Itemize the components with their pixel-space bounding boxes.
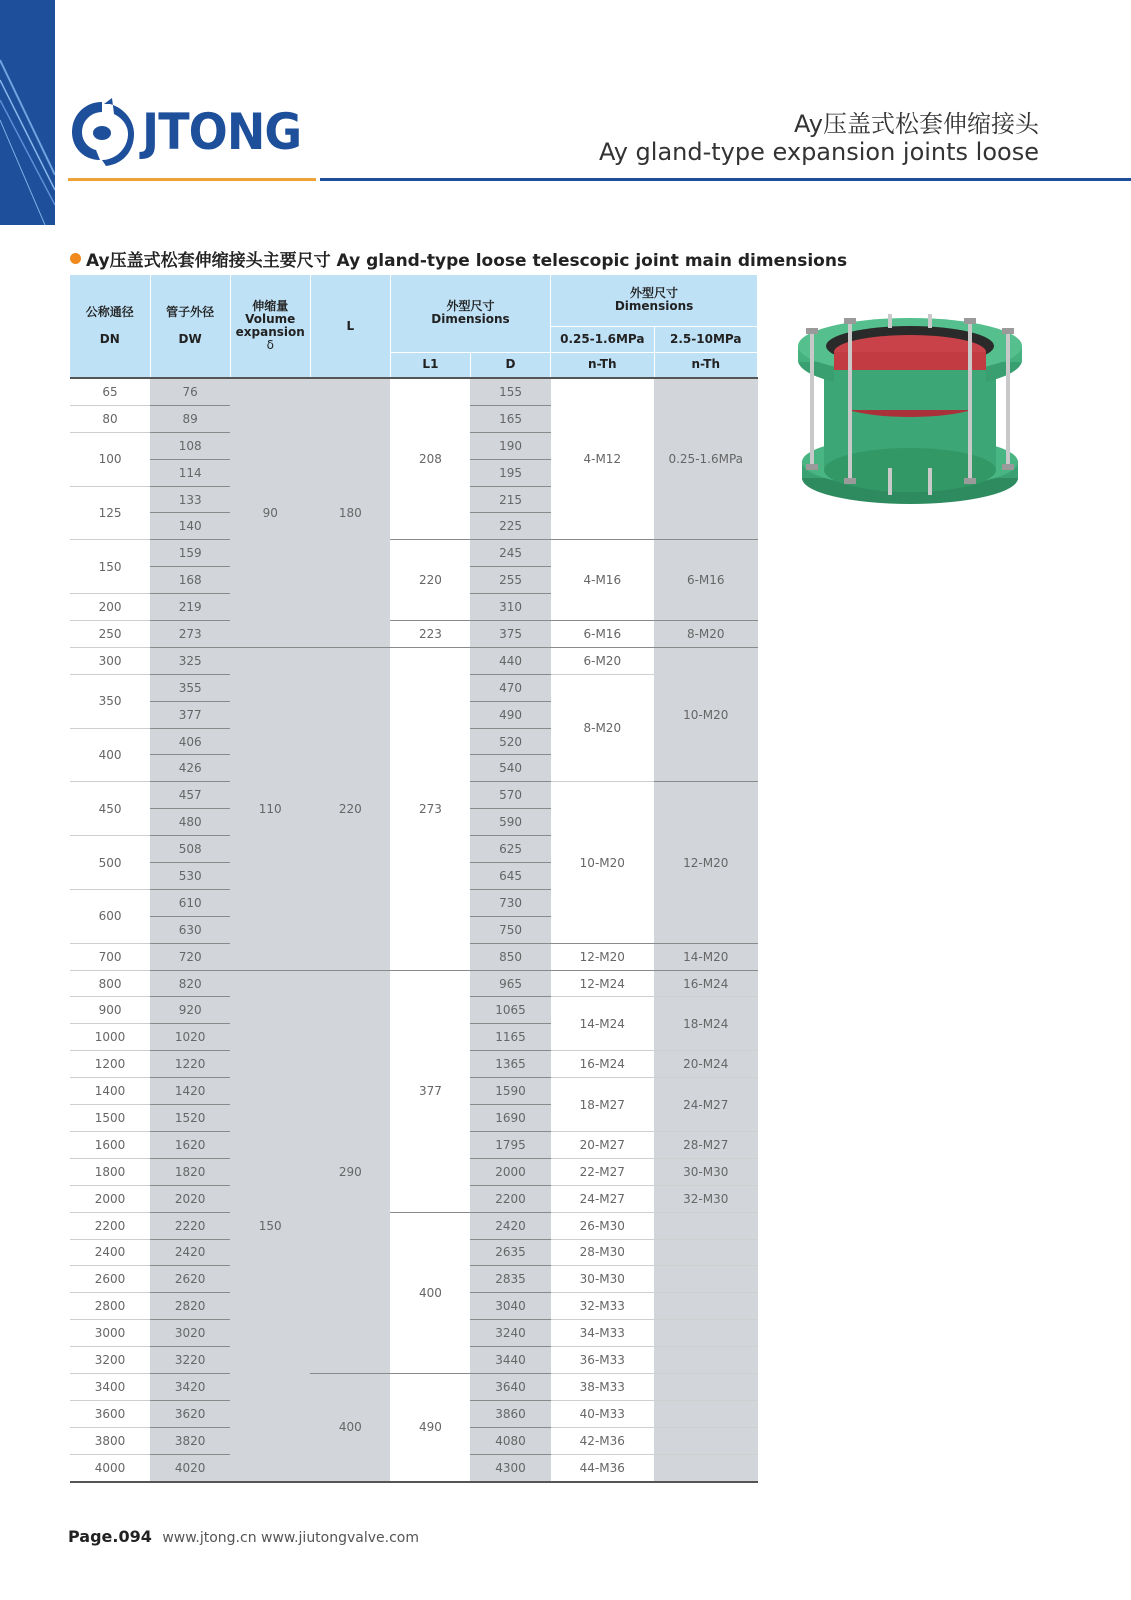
table-cell: 10-M20 <box>551 782 654 943</box>
table-cell: 625 <box>470 836 550 863</box>
table-cell: 590 <box>470 809 550 836</box>
table-cell: 24-M27 <box>654 1078 758 1132</box>
table-row <box>70 621 758 648</box>
table-cell: 3420 <box>150 1373 230 1400</box>
table-cell: 325 <box>150 647 230 674</box>
table-cell: 34-M33 <box>551 1320 654 1347</box>
table-row <box>70 1373 758 1400</box>
table-cell: 4300 <box>470 1454 550 1481</box>
table-cell: 440 <box>470 647 550 674</box>
table-cell: 920 <box>150 997 230 1024</box>
table-cell: 140 <box>150 513 230 540</box>
table-cell: 3440 <box>470 1347 550 1374</box>
table-cell: 3400 <box>70 1373 150 1400</box>
table-cell: 0.25-1.6MPa <box>654 378 758 540</box>
table-cell: 26-M30 <box>551 1212 654 1239</box>
table-cell: 730 <box>470 889 550 916</box>
table-cell: 457 <box>150 782 230 809</box>
table-cell: 76 <box>150 378 230 405</box>
table-cell: 4000 <box>70 1454 150 1481</box>
table-cell: 540 <box>470 755 550 782</box>
table-cell: 1200 <box>70 1051 150 1078</box>
table-cell: 1520 <box>150 1105 230 1132</box>
table-cell: 470 <box>470 674 550 701</box>
table-cell: 1065 <box>470 997 550 1024</box>
table-cell: 38-M33 <box>551 1373 654 1400</box>
table-cell: 2800 <box>70 1293 150 1320</box>
table-cell: 150 <box>230 970 310 1481</box>
table-cell: 8-M20 <box>551 674 654 782</box>
table-cell: 1690 <box>470 1105 550 1132</box>
table-cell: 36-M33 <box>551 1347 654 1374</box>
header-pressure-high: 2.5-10MPa <box>654 326 758 352</box>
table-cell: 2020 <box>150 1185 230 1212</box>
table-cell: 3800 <box>70 1427 150 1454</box>
table-cell: 1590 <box>470 1078 550 1105</box>
table-cell: 4080 <box>470 1427 550 1454</box>
table-cell: 2635 <box>470 1239 550 1266</box>
table-row <box>70 378 758 405</box>
table-cell: 4-M12 <box>551 378 654 540</box>
header-dimensions: 外型尺寸 Dimensions <box>390 275 550 352</box>
table-cell <box>654 1347 758 1374</box>
table-cell: 520 <box>470 728 550 755</box>
table-cell <box>654 1266 758 1293</box>
header-pressure-low: 0.25-1.6MPa <box>551 326 654 352</box>
table-cell: 508 <box>150 836 230 863</box>
table-cell: 400 <box>70 728 150 782</box>
table-cell: 355 <box>150 674 230 701</box>
table-cell: 310 <box>470 594 550 621</box>
table-cell: 2820 <box>150 1293 230 1320</box>
table-cell: 250 <box>70 621 150 648</box>
table-cell: 12-M20 <box>654 782 758 943</box>
table-cell: 165 <box>470 405 550 432</box>
table-cell: 490 <box>470 701 550 728</box>
table-cell: 16-M24 <box>654 970 758 997</box>
table-cell: 114 <box>150 459 230 486</box>
table-cell: 150 <box>70 540 150 594</box>
table-cell: 190 <box>470 432 550 459</box>
table-cell: 89 <box>150 405 230 432</box>
table-cell: 3820 <box>150 1427 230 1454</box>
table-cell: 3220 <box>150 1347 230 1374</box>
table-cell: 219 <box>150 594 230 621</box>
table-cell: 700 <box>70 943 150 970</box>
table-cell: 290 <box>310 970 390 1373</box>
table-cell <box>654 1454 758 1481</box>
table-row <box>70 1212 758 1239</box>
table-cell: 965 <box>470 970 550 997</box>
table-cell: 1600 <box>70 1131 150 1158</box>
header-dn: 公称通径 DN <box>70 275 150 378</box>
table-cell: 350 <box>70 674 150 728</box>
table-cell: 1420 <box>150 1078 230 1105</box>
table-cell: 3620 <box>150 1400 230 1427</box>
table-cell: 223 <box>390 621 470 648</box>
header-dimensions-pressure: 外型尺寸 Dimensions <box>551 275 758 326</box>
table-cell: 850 <box>470 943 550 970</box>
table-cell: 1165 <box>470 1024 550 1051</box>
table-cell: 800 <box>70 970 150 997</box>
table-cell: 3640 <box>470 1373 550 1400</box>
table-cell: 750 <box>470 916 550 943</box>
table-row <box>70 647 758 674</box>
table-cell: 20-M27 <box>551 1131 654 1158</box>
page-number: Page.094 <box>68 1527 152 1546</box>
table-cell: 16-M24 <box>551 1051 654 1078</box>
table-cell: 90 <box>230 378 310 647</box>
table-cell: 3600 <box>70 1400 150 1427</box>
table-cell: 3040 <box>470 1293 550 1320</box>
table-cell: 30-M30 <box>551 1266 654 1293</box>
table-cell: 255 <box>470 567 550 594</box>
table-cell: 630 <box>150 916 230 943</box>
header-dw: 管子外径 DW <box>150 275 230 378</box>
table-cell: 1000 <box>70 1024 150 1051</box>
table-cell: 900 <box>70 997 150 1024</box>
dimensions-table <box>70 275 758 1483</box>
table-cell: 2420 <box>150 1239 230 1266</box>
bullet-dot-icon <box>70 253 81 264</box>
table-cell <box>654 1212 758 1239</box>
table-cell: 720 <box>150 943 230 970</box>
table-cell: 3240 <box>470 1320 550 1347</box>
table-cell: 426 <box>150 755 230 782</box>
table-cell: 2835 <box>470 1266 550 1293</box>
table-cell: 377 <box>390 970 470 1212</box>
table-cell: 42-M36 <box>551 1427 654 1454</box>
table-cell: 500 <box>70 836 150 890</box>
table-cell: 220 <box>310 647 390 970</box>
header-l: L <box>310 275 390 378</box>
table-cell: 2200 <box>70 1212 150 1239</box>
corner-decoration <box>0 0 55 225</box>
table-cell: 18-M24 <box>654 997 758 1051</box>
table-cell: 110 <box>230 647 310 970</box>
table-cell: 200 <box>70 594 150 621</box>
table-cell: 12-M20 <box>551 943 654 970</box>
logo-wordmark: JTONG <box>142 103 302 161</box>
table-cell <box>654 1239 758 1266</box>
table-cell: 40-M33 <box>551 1400 654 1427</box>
header-l1: L1 <box>390 352 470 378</box>
table-cell: 2200 <box>470 1185 550 1212</box>
expansion-joint-product-image <box>790 300 1030 515</box>
table-cell: 22-M27 <box>551 1158 654 1185</box>
header-rule-line <box>320 178 1131 181</box>
table-cell: 1800 <box>70 1158 150 1185</box>
table-cell: 610 <box>150 889 230 916</box>
table-cell: 2420 <box>470 1212 550 1239</box>
table-cell: 375 <box>470 621 550 648</box>
table-cell: 28-M27 <box>654 1131 758 1158</box>
table-cell: 6-M20 <box>551 647 654 674</box>
table-cell: 20-M24 <box>654 1051 758 1078</box>
table-cell: 1220 <box>150 1051 230 1078</box>
table-cell <box>654 1427 758 1454</box>
table-cell: 32-M33 <box>551 1293 654 1320</box>
table-cell: 645 <box>470 863 550 890</box>
header-nth-low: n-Th <box>551 352 654 378</box>
table-cell: 4020 <box>150 1454 230 1481</box>
table-cell: 12-M24 <box>551 970 654 997</box>
table-cell: 2000 <box>70 1185 150 1212</box>
table-cell: 400 <box>310 1373 390 1481</box>
table-cell: 195 <box>470 459 550 486</box>
table-cell: 273 <box>390 647 470 970</box>
table-cell: 108 <box>150 432 230 459</box>
header-d: D <box>470 352 550 378</box>
table-cell: 600 <box>70 889 150 943</box>
table-cell: 3000 <box>70 1320 150 1347</box>
table-cell: 273 <box>150 621 230 648</box>
table-cell: 168 <box>150 567 230 594</box>
table-cell: 820 <box>150 970 230 997</box>
table-cell: 2000 <box>470 1158 550 1185</box>
table-cell: 480 <box>150 809 230 836</box>
table-cell <box>654 1400 758 1427</box>
table-cell: 400 <box>390 1212 470 1373</box>
table-cell: 2600 <box>70 1266 150 1293</box>
table-cell: 570 <box>470 782 550 809</box>
table-cell: 159 <box>150 540 230 567</box>
table-cell: 406 <box>150 728 230 755</box>
table-cell: 1620 <box>150 1131 230 1158</box>
section-title-text: Ay压盖式松套伸缩接头主要尺寸 Ay gland-type loose telescopic joint main dimensions <box>86 251 848 271</box>
table-cell: 30-M30 <box>654 1158 758 1185</box>
header-nth-high: n-Th <box>654 352 758 378</box>
table-cell: 1820 <box>150 1158 230 1185</box>
table-cell: 2620 <box>150 1266 230 1293</box>
table-cell: 220 <box>390 540 470 621</box>
table-cell: 180 <box>310 378 390 647</box>
table-cell: 3860 <box>470 1400 550 1427</box>
header-accent-line <box>68 178 316 181</box>
table-cell: 44-M36 <box>551 1454 654 1481</box>
brand-logo <box>68 92 315 172</box>
table-cell: 65 <box>70 378 150 405</box>
table-cell: 530 <box>150 863 230 890</box>
table-cell: 215 <box>470 486 550 513</box>
table-cell <box>654 1373 758 1400</box>
table-cell: 133 <box>150 486 230 513</box>
table-cell: 490 <box>390 1373 470 1481</box>
table-cell: 208 <box>390 378 470 540</box>
table-cell: 1400 <box>70 1078 150 1105</box>
jtong-logo-icon <box>68 96 136 168</box>
table-cell: 24-M27 <box>551 1185 654 1212</box>
table-cell: 14-M24 <box>551 997 654 1051</box>
table-cell: 6-M16 <box>654 540 758 621</box>
table-cell: 32-M30 <box>654 1185 758 1212</box>
table-cell: 100 <box>70 432 150 486</box>
table-cell: 6-M16 <box>551 621 654 648</box>
table-row <box>70 540 758 567</box>
page-footer <box>68 1527 419 1546</box>
section-title <box>70 246 847 271</box>
table-cell: 28-M30 <box>551 1239 654 1266</box>
table-cell: 2400 <box>70 1239 150 1266</box>
table-cell <box>654 1320 758 1347</box>
table-cell: 80 <box>70 405 150 432</box>
table-cell: 2220 <box>150 1212 230 1239</box>
table-cell: 3200 <box>70 1347 150 1374</box>
table-cell: 1020 <box>150 1024 230 1051</box>
header-volume: 伸缩量 Volume expansion δ <box>230 275 310 378</box>
table-cell: 377 <box>150 701 230 728</box>
table-cell: 125 <box>70 486 150 540</box>
table-cell: 4-M16 <box>551 540 654 621</box>
table-cell: 1795 <box>470 1131 550 1158</box>
table-cell <box>654 1293 758 1320</box>
page-title-cn: Ay压盖式松套伸缩接头 <box>794 110 1039 138</box>
table-cell: 3020 <box>150 1320 230 1347</box>
table-cell: 10-M20 <box>654 647 758 781</box>
table-cell: 245 <box>470 540 550 567</box>
table-row <box>70 970 758 997</box>
table-cell: 450 <box>70 782 150 836</box>
page-title-en: Ay gland-type expansion joints loose <box>598 138 1039 166</box>
table-cell: 225 <box>470 513 550 540</box>
table-cell: 14-M20 <box>654 943 758 970</box>
table-cell: 1365 <box>470 1051 550 1078</box>
table-cell: 300 <box>70 647 150 674</box>
table-cell: 18-M27 <box>551 1078 654 1132</box>
footer-urls: www.jtong.cn www.jiutongvalve.com <box>162 1530 420 1546</box>
table-cell: 8-M20 <box>654 621 758 648</box>
table-cell: 1500 <box>70 1105 150 1132</box>
table-cell: 155 <box>470 378 550 405</box>
